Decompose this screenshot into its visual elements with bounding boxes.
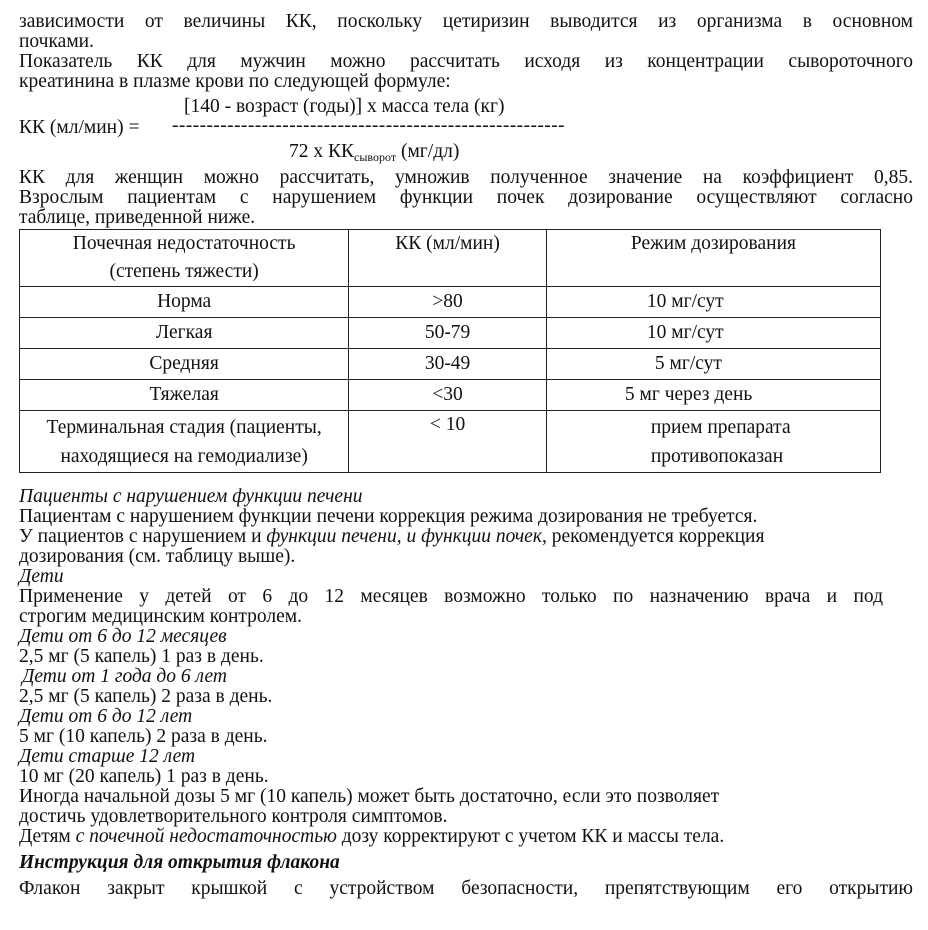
- liver-heading: Пациенты с нарушением функции печени: [19, 486, 363, 507]
- cell-cc: <30: [349, 380, 547, 411]
- children-heading: Дети: [19, 566, 64, 587]
- cc-formula: [19, 94, 913, 172]
- table-row: [20, 411, 881, 473]
- cell-dose: [546, 287, 880, 318]
- liver-line-2: [19, 527, 913, 547]
- children-note-2: достичь удовлетворительного контроля симптомов.: [19, 806, 448, 827]
- table-row: [20, 380, 881, 411]
- children-note-3: [19, 827, 913, 847]
- cell-cc: < 10: [349, 411, 547, 473]
- header-severity-line1: Почечная недостаточность: [72, 233, 296, 254]
- cell-dose-line2: противопоказан: [650, 446, 784, 467]
- children-line-2: строгим медицинским контролем.: [19, 606, 303, 627]
- intro-line-1: зависимости от величины КК, поскольку цетиризин выводится из организма в основном: [19, 11, 913, 32]
- children-sub1-text: 2,5 мг (5 капель) 1 раз в день.: [19, 646, 264, 667]
- cell-dose-text: 5 мг через день: [624, 384, 753, 405]
- formula-numerator: [140 - возраст (годы)] x масса тела (кг): [184, 96, 505, 117]
- cell-severity: [20, 411, 349, 473]
- children-line-1: Применение у детей от 6 до 12 месяцев возможно только по назначению врача и под: [19, 586, 883, 607]
- children-note-3c: дозу корректируют с учетом КК и массы тела.: [336, 826, 725, 847]
- denominator-subscript: сыворот: [354, 150, 397, 164]
- children-sub3-text: 5 мг (10 капель) 2 раза в день.: [19, 726, 268, 747]
- children-sub4-heading: Дети старше 12 лет: [19, 746, 196, 767]
- after-formula-line-1: КК для женщин можно рассчитать, умножив полученное значение на коэффициент 0,85.: [19, 167, 913, 188]
- cell-dose: [546, 318, 880, 349]
- formula-fraction-line: ---------------------------------------------------------: [172, 115, 565, 136]
- liver-line-2c: , рекомендуется коррекция: [541, 526, 765, 547]
- cell-dose: [546, 380, 880, 411]
- header-severity-line2: (степень тяжести): [109, 261, 259, 282]
- cell-dose: [546, 349, 880, 380]
- liver-line-2a: У пациентов с нарушением и: [19, 526, 267, 547]
- children-sub1-heading: Дети от 6 до 12 месяцев: [19, 626, 227, 647]
- cell-cc: >80: [349, 287, 547, 318]
- cell-severity: Легкая: [20, 318, 349, 349]
- cell-dose-text: 10 мг/сут: [646, 291, 724, 312]
- cell-dose-line1: прием препарата: [650, 417, 791, 438]
- cell-dose: [546, 411, 880, 473]
- cell-dose-text: [547, 411, 791, 471]
- cell-severity: Тяжелая: [20, 380, 349, 411]
- table-header-row: [20, 230, 881, 287]
- cell-dose-text: 5 мг/сут: [654, 353, 722, 374]
- header-dosing: Режим дозирования: [546, 230, 880, 287]
- header-severity: [20, 230, 349, 287]
- intro-line-3: Показатель КК для мужчин можно рассчитать исходя из концентрации сывороточного: [19, 51, 913, 72]
- denominator-main: 72 x КК: [289, 141, 355, 162]
- children-sub3-heading: Дети от 6 до 12 лет: [19, 706, 193, 727]
- vial-heading: Инструкция для открытия флакона: [19, 852, 340, 873]
- cell-severity-line2: находящиеся на гемодиализе): [60, 446, 308, 467]
- dosing-table: [19, 229, 881, 473]
- intro-line-4: креатинина в плазме крови по следующей формуле:: [19, 71, 451, 92]
- document-page: [19, 12, 913, 899]
- cell-cc: 30-49: [349, 349, 547, 380]
- formula-lhs: КК (мл/мин) =: [19, 117, 140, 138]
- intro-line-2: почками.: [19, 31, 94, 52]
- children-sub2-heading: Дети от 1 года до 6 лет: [22, 666, 228, 687]
- children-sub2-text: 2,5 мг (5 капель) 2 раза в день.: [19, 686, 273, 707]
- vial-line-1: Флакон закрыт крышкой с устройством безопасности, препятствующим его открытию: [19, 878, 913, 899]
- children-note-1: Иногда начальной дозы 5 мг (10 капель) может быть достаточно, если это позволяет: [19, 786, 720, 807]
- liver-line-2b: функции печени, и функции почек: [266, 526, 542, 547]
- children-note-3a: Детям: [19, 826, 76, 847]
- liver-line-1: Пациентам с нарушением функции печени коррекция режима дозирования не требуется.: [19, 506, 758, 527]
- cell-dose-text: 10 мг/сут: [646, 322, 724, 343]
- children-note-3b: с почечной недостаточностью: [75, 826, 337, 847]
- cell-severity: Норма: [20, 287, 349, 318]
- formula-denominator: [289, 142, 459, 167]
- after-formula-line-3: таблице, приведенной ниже.: [19, 207, 256, 228]
- cell-severity-line1: Терминальная стадия (пациенты,: [46, 417, 322, 438]
- table-row: [20, 287, 881, 318]
- cell-cc: 50-79: [349, 318, 547, 349]
- children-sub4-text: 10 мг (20 капель) 1 раз в день.: [19, 766, 269, 787]
- liver-line-3: дозирования (см. таблицу выше).: [19, 546, 296, 567]
- cell-severity: Средняя: [20, 349, 349, 380]
- table-row: [20, 318, 881, 349]
- after-formula-line-2: Взрослым пациентам с нарушением функции почек дозирование осуществляют согласно: [19, 187, 913, 208]
- header-cc: КК (мл/мин): [349, 230, 547, 287]
- table-row: [20, 349, 881, 380]
- denominator-unit: (мг/дл): [396, 141, 460, 162]
